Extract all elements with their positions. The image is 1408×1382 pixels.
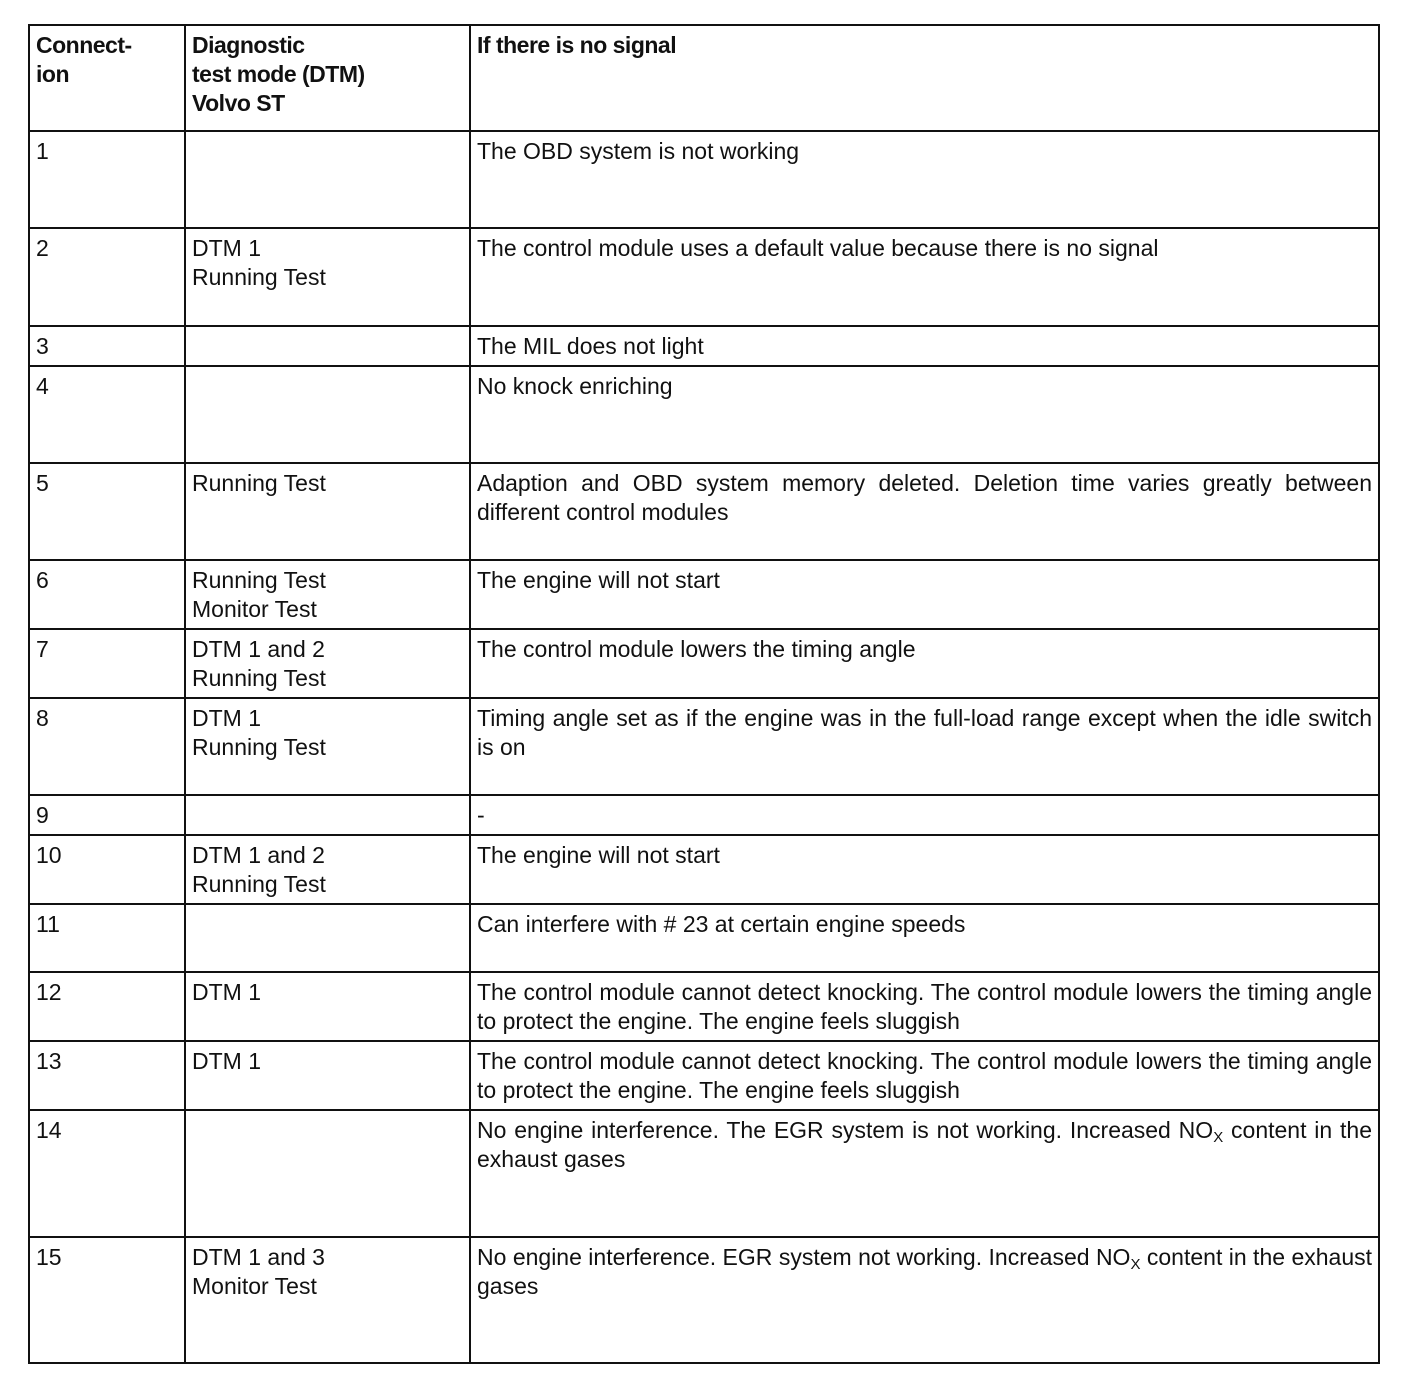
header-row <box>29 25 1379 131</box>
table-row <box>29 326 1379 366</box>
table-row <box>29 1237 1379 1363</box>
subscript-x: X <box>1213 1129 1224 1146</box>
desc-cell: The OBD system is not working <box>470 131 1379 228</box>
header-connection: Connect- ion <box>29 25 185 131</box>
conn-cell: 4 <box>29 366 185 463</box>
conn-cell: 11 <box>29 904 185 972</box>
desc-cell: The control module cannot detect knocking. The control module lowers the timing angle to protect the engine. The engine feels sluggish <box>470 1041 1379 1110</box>
table-row <box>29 1110 1379 1237</box>
conn-cell: 10 <box>29 835 185 904</box>
table-row <box>29 698 1379 795</box>
desc-cell: Can interfere with # 23 at certain engine speeds <box>470 904 1379 972</box>
table-row <box>29 972 1379 1041</box>
conn-cell: 13 <box>29 1041 185 1110</box>
dtm-cell: DTM 1 and 3 Monitor Test <box>185 1237 470 1363</box>
dtm-cell <box>185 326 470 366</box>
desc-cell: The engine will not start <box>470 835 1379 904</box>
desc-cell: Adaption and OBD system memory deleted. Deletion time varies greatly between different control modules <box>470 463 1379 560</box>
dtm-cell <box>185 904 470 972</box>
conn-cell: 14 <box>29 1110 185 1237</box>
header-no-signal: If there is no signal <box>470 25 1379 131</box>
dtm-cell: DTM 1 <box>185 1041 470 1110</box>
table-row <box>29 795 1379 835</box>
dtm-cell: DTM 1 Running Test <box>185 228 470 326</box>
table-row <box>29 835 1379 904</box>
desc-cell: No knock enriching <box>470 366 1379 463</box>
conn-cell: 8 <box>29 698 185 795</box>
table-row <box>29 629 1379 698</box>
conn-cell: 2 <box>29 228 185 326</box>
dtm-cell <box>185 366 470 463</box>
conn-cell: 7 <box>29 629 185 698</box>
desc-cell: Timing angle set as if the engine was in the full-load range except when the idle switch is on <box>470 698 1379 795</box>
table-row <box>29 366 1379 463</box>
table-row <box>29 560 1379 629</box>
table-row <box>29 131 1379 228</box>
desc-cell: The control module cannot detect knocking. The control module lowers the timing angle to protect the engine. The engine feels sluggish <box>470 972 1379 1041</box>
conn-cell: 9 <box>29 795 185 835</box>
table-row <box>29 904 1379 972</box>
dtm-cell <box>185 1110 470 1237</box>
dtm-cell: DTM 1 Running Test <box>185 698 470 795</box>
desc-text: No engine interference. The EGR system is not working. Increased NO <box>477 1117 1214 1143</box>
desc-text: No engine interference. EGR system not working. Increased NO <box>477 1244 1131 1270</box>
dtm-cell: DTM 1 <box>185 972 470 1041</box>
header-dtm: Diagnostic test mode (DTM) Volvo ST <box>185 25 470 131</box>
desc-text: content in the exhaust gases <box>477 1117 1372 1172</box>
conn-cell: 5 <box>29 463 185 560</box>
dtm-cell: Running Test Monitor Test <box>185 560 470 629</box>
desc-cell: - <box>470 795 1379 835</box>
table-row <box>29 1041 1379 1110</box>
conn-cell: 6 <box>29 560 185 629</box>
dtm-cell: DTM 1 and 2 Running Test <box>185 629 470 698</box>
desc-cell: The control module uses a default value because there is no signal <box>470 228 1379 326</box>
table-row <box>29 228 1379 326</box>
dtm-cell <box>185 795 470 835</box>
desc-cell: The control module lowers the timing angle <box>470 629 1379 698</box>
desc-cell <box>470 1110 1379 1237</box>
dtm-cell: Running Test <box>185 463 470 560</box>
dtm-cell: DTM 1 and 2 Running Test <box>185 835 470 904</box>
desc-cell <box>470 1237 1379 1363</box>
desc-text: content in the exhaust gases <box>477 1244 1373 1299</box>
diagnostic-table <box>28 24 1380 1364</box>
conn-cell: 15 <box>29 1237 185 1363</box>
desc-cell: The engine will not start <box>470 560 1379 629</box>
conn-cell: 1 <box>29 131 185 228</box>
desc-cell: The MIL does not light <box>470 326 1379 366</box>
conn-cell: 3 <box>29 326 185 366</box>
dtm-cell <box>185 131 470 228</box>
table-row <box>29 463 1379 560</box>
conn-cell: 12 <box>29 972 185 1041</box>
subscript-x: X <box>1130 1256 1141 1273</box>
